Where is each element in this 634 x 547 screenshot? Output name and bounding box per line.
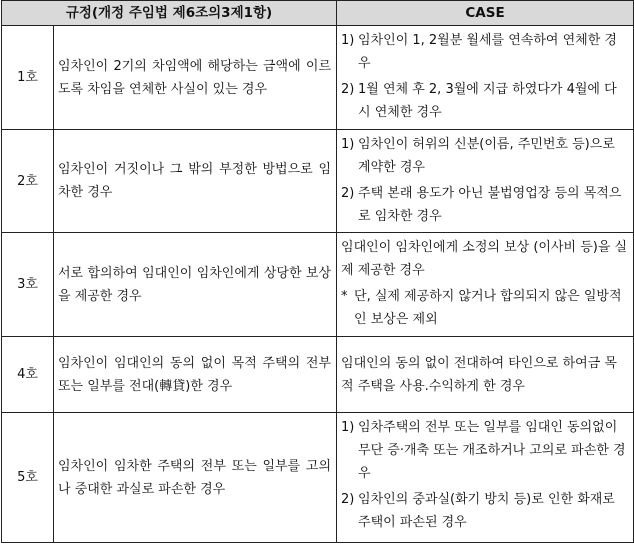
table-row [2,413,634,543]
header-rule: 규정(개정 주임법 제6조의3제1항) [2,1,337,26]
row-number: 4호 [2,337,54,413]
case-marker: 2) [341,82,355,97]
case-cell [337,337,634,413]
rule-text: 임차인이 2기의 차임액에 해당하는 금액에 이르도록 차임을 연체한 사실이 있는 경우 [54,26,337,130]
rule-text: 임차인이 거짓이나 그 밖의 부정한 방법으로 임차한 경우 [54,130,337,233]
case-item [341,78,629,124]
case-item [341,416,629,485]
case-item [341,182,629,228]
note-text: 단, 실제 제공하지 않거나 합의되지 않은 일방적인 보상은 제외 [354,289,622,327]
note-marker: * [341,289,348,304]
case-cell [337,26,634,130]
case-item [341,29,629,75]
table-row [2,26,634,130]
rules-table [1,0,634,543]
case-text: 임대인이 임차인에게 소정의 보상 (이사비 등)을 실제 제공한 경우 [341,240,628,278]
case-marker: 2) [341,492,355,507]
case-marker: 1) [341,420,355,435]
table-row [2,337,634,413]
table-row [2,130,634,233]
row-number: 1호 [2,26,54,130]
case-cell [337,413,634,543]
case-text: 임차인이 허위의 신분(이름, 주민번호 등)으로 계약한 경우 [358,137,615,175]
row-number: 2호 [2,130,54,233]
case-marker: 2) [341,186,355,201]
rule-text: 서로 합의하여 임대인이 임차인에게 상당한 보상을 제공한 경우 [54,233,337,337]
case-text: 임차주택의 전부 또는 일부를 임대인 동의없이 무단 증·개축 또는 개조하거나 고의로 파손한 경우 [358,420,626,481]
case-text: 임차인의 중과실(화기 방치 등)로 인한 화재로 주택이 파손된 경우 [358,492,615,530]
row-number: 3호 [2,233,54,337]
row-number: 5호 [2,413,54,543]
case-note [341,285,629,331]
case-item [341,488,629,534]
case-marker: 1) [341,33,355,48]
case-text: 1월 연체 후 2, 3월에 지급 하였다가 4월에 다시 연체한 경우 [358,82,617,120]
case-marker: 1) [341,137,355,152]
case-text: 임대인의 동의 없이 전대하여 타인으로 하여금 목적 주택을 사용.수익하게 한 경우 [341,355,617,394]
rule-text: 임차인이 임대인의 동의 없이 목적 주택의 전부 또는 일부를 전대(轉貸)한 경우 [54,337,337,413]
header-case: CASE [337,1,634,26]
table-row [2,233,634,337]
case-cell [337,233,634,337]
rule-text: 임차인이 임차한 주택의 전부 또는 일부를 고의나 중대한 과실로 파손한 경우 [54,413,337,543]
case-cell [337,130,634,233]
case-text: 임차인이 1, 2월분 월세를 연속하여 연체한 경우 [358,33,617,71]
case-item [341,133,629,179]
header-row [2,1,634,26]
case-text: 주택 본래 용도가 아닌 불법영업장 등의 목적으로 임차한 경우 [358,186,622,224]
